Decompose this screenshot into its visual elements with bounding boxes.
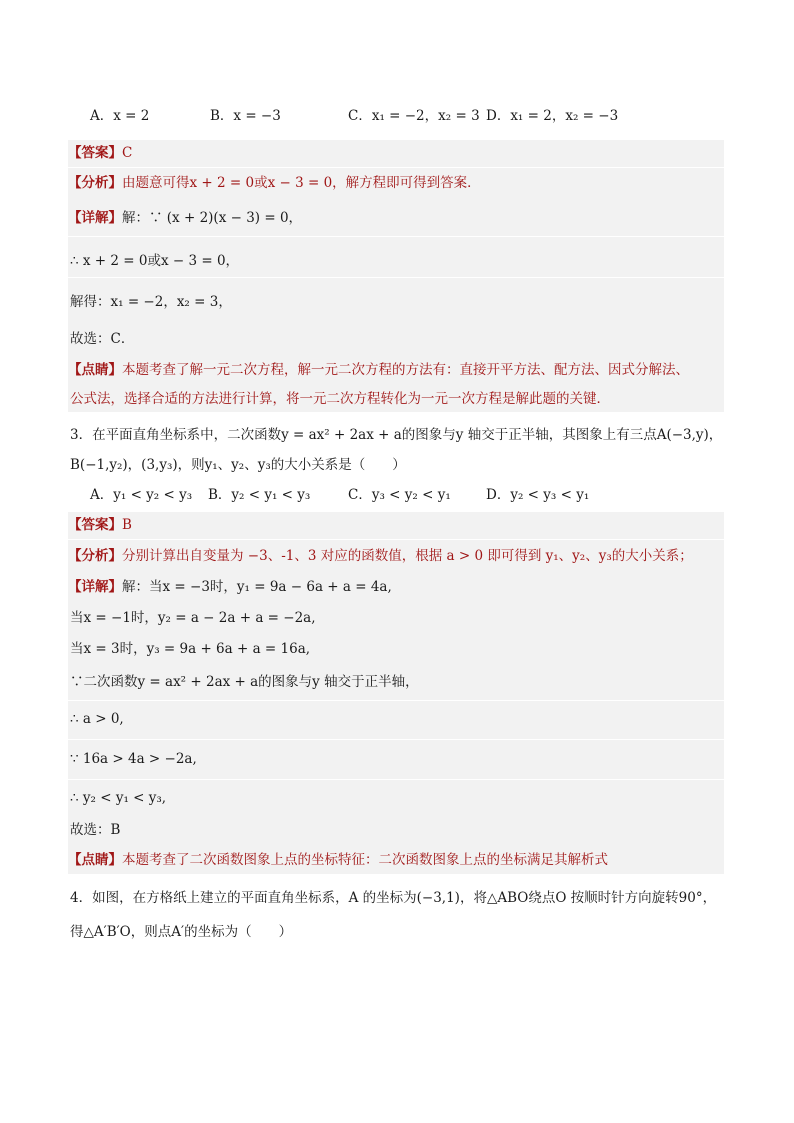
- q3-analysis-line: [68, 546, 724, 566]
- q3-stem-1: 3．在平面直角坐标系中，二次函数y = ax² + 2ax + a的图象与y 轴交于正半轴，其图象上有三点A(−3,y)，: [70, 427, 723, 443]
- q3-detail-7: ∴ y₂ < y₁ < y₃,: [70, 790, 167, 806]
- q3-option-d[interactable]: D．y₂ < y₃ < y₁: [486, 487, 590, 503]
- q2-comment-2: 公式法，选择合适的方法进行计算，将一元二次方程转化为一元一次方程是解此题的关键．: [70, 391, 610, 407]
- q2-solution-block: [68, 140, 724, 412]
- q3-detail-5: ∴ a > 0,: [70, 711, 124, 727]
- q3-detail-4: ∵二次函数y = ax² + 2ax + a的图象与y 轴交于正半轴，: [70, 674, 419, 690]
- q3-detail-8: 故选：B: [70, 822, 121, 838]
- separator: [68, 539, 724, 540]
- q3-detail-1: 解：当x = −3时，y₁ = 9a − 6a + a = 4a,: [122, 579, 392, 595]
- separator: [68, 277, 724, 278]
- q2-analysis: 由题意可得x + 2 = 0或x − 3 = 0，解方程即可得到答案．: [122, 175, 481, 191]
- analysis-tag: 【分析】: [68, 548, 122, 564]
- q3-analysis: 分别计算出自变量为 −3、-1、3 对应的函数值，根据 a > 0 即可得到 y₁、y₂、y₃的大小关系；: [122, 548, 693, 564]
- q3-comment: 本题考查了二次函数图象上点的坐标特征：二次函数图象上点的坐标满足其解析式: [122, 852, 608, 868]
- q4-stem-1: 4．如图，在方格纸上建立的平面直角坐标系，A 的坐标为(−3,1)，将△ABO绕点O 按顺时针方向旋转90°，: [70, 890, 717, 906]
- q3-answer: B: [122, 517, 132, 533]
- q3-answer-line: [68, 515, 724, 535]
- q2-answer-line: [68, 143, 724, 163]
- analysis-tag: 【分析】: [68, 175, 122, 191]
- detail-tag: 【详解】: [68, 579, 122, 595]
- q2-detail-1: 解：∵ (x + 2)(x − 3) = 0，: [122, 210, 303, 226]
- separator: [68, 779, 724, 780]
- q3-detail-6: ∵ 16a > 4a > −2a,: [70, 751, 197, 767]
- q3-option-b[interactable]: B．y₂ < y₁ < y₃: [208, 487, 311, 503]
- q2-comment-line-1: [68, 360, 724, 380]
- q2-option-a[interactable]: A．x = 2: [90, 108, 150, 124]
- separator: [68, 700, 724, 701]
- comment-tag: 【点睛】: [68, 852, 122, 868]
- answer-tag: 【答案】: [68, 145, 122, 161]
- q3-detail-line-1: [68, 577, 724, 597]
- q2-option-c[interactable]: C．x₁ = −2，x₂ = 3: [348, 108, 480, 124]
- q2-analysis-line: [68, 173, 724, 193]
- q2-detail-line-1: [68, 208, 724, 228]
- comment-tag: 【点睛】: [68, 362, 122, 378]
- answer-tag: 【答案】: [68, 517, 122, 533]
- q2-options: [90, 106, 650, 126]
- q2-detail-3: 解得：x₁ = −2，x₂ = 3，: [70, 294, 232, 310]
- q3-detail-3: 当x = 3时，y₃ = 9a + 6a + a = 16a,: [70, 641, 311, 657]
- separator: [68, 236, 724, 237]
- q3-solution-block: [68, 512, 724, 874]
- q2-option-d[interactable]: D．x₁ = 2，x₂ = −3: [486, 108, 619, 124]
- q3-comment-line: [68, 850, 724, 870]
- detail-tag: 【详解】: [68, 210, 122, 226]
- q2-detail-4: 故选：C．: [70, 331, 135, 347]
- q3-option-c[interactable]: C．y₃ < y₂ < y₁: [348, 487, 451, 503]
- q2-detail-2: ∴ x + 2 = 0或x − 3 = 0，: [70, 253, 240, 269]
- separator: [68, 739, 724, 740]
- q2-comment-1: 本题考查了解一元二次方程，解一元二次方程的方法有：直接开平方法、配方法、因式分解法、: [122, 362, 689, 378]
- q3-detail-2: 当x = −1时，y₂ = a − 2a + a = −2a,: [70, 610, 316, 626]
- q4-stem-2: 得△A′B′O，则点A′的坐标为（ ）: [70, 924, 293, 940]
- q2-option-b[interactable]: B．x = −3: [210, 108, 281, 124]
- separator: [68, 167, 724, 168]
- q3-option-a[interactable]: A．y₁ < y₂ < y₃: [90, 487, 193, 503]
- q2-answer: C: [122, 145, 133, 161]
- q3-stem-2: B(−1,y₂)，(3,y₃)，则y₁、y₂、y₃的大小关系是（ ）: [70, 457, 406, 473]
- q3-options: [90, 485, 650, 505]
